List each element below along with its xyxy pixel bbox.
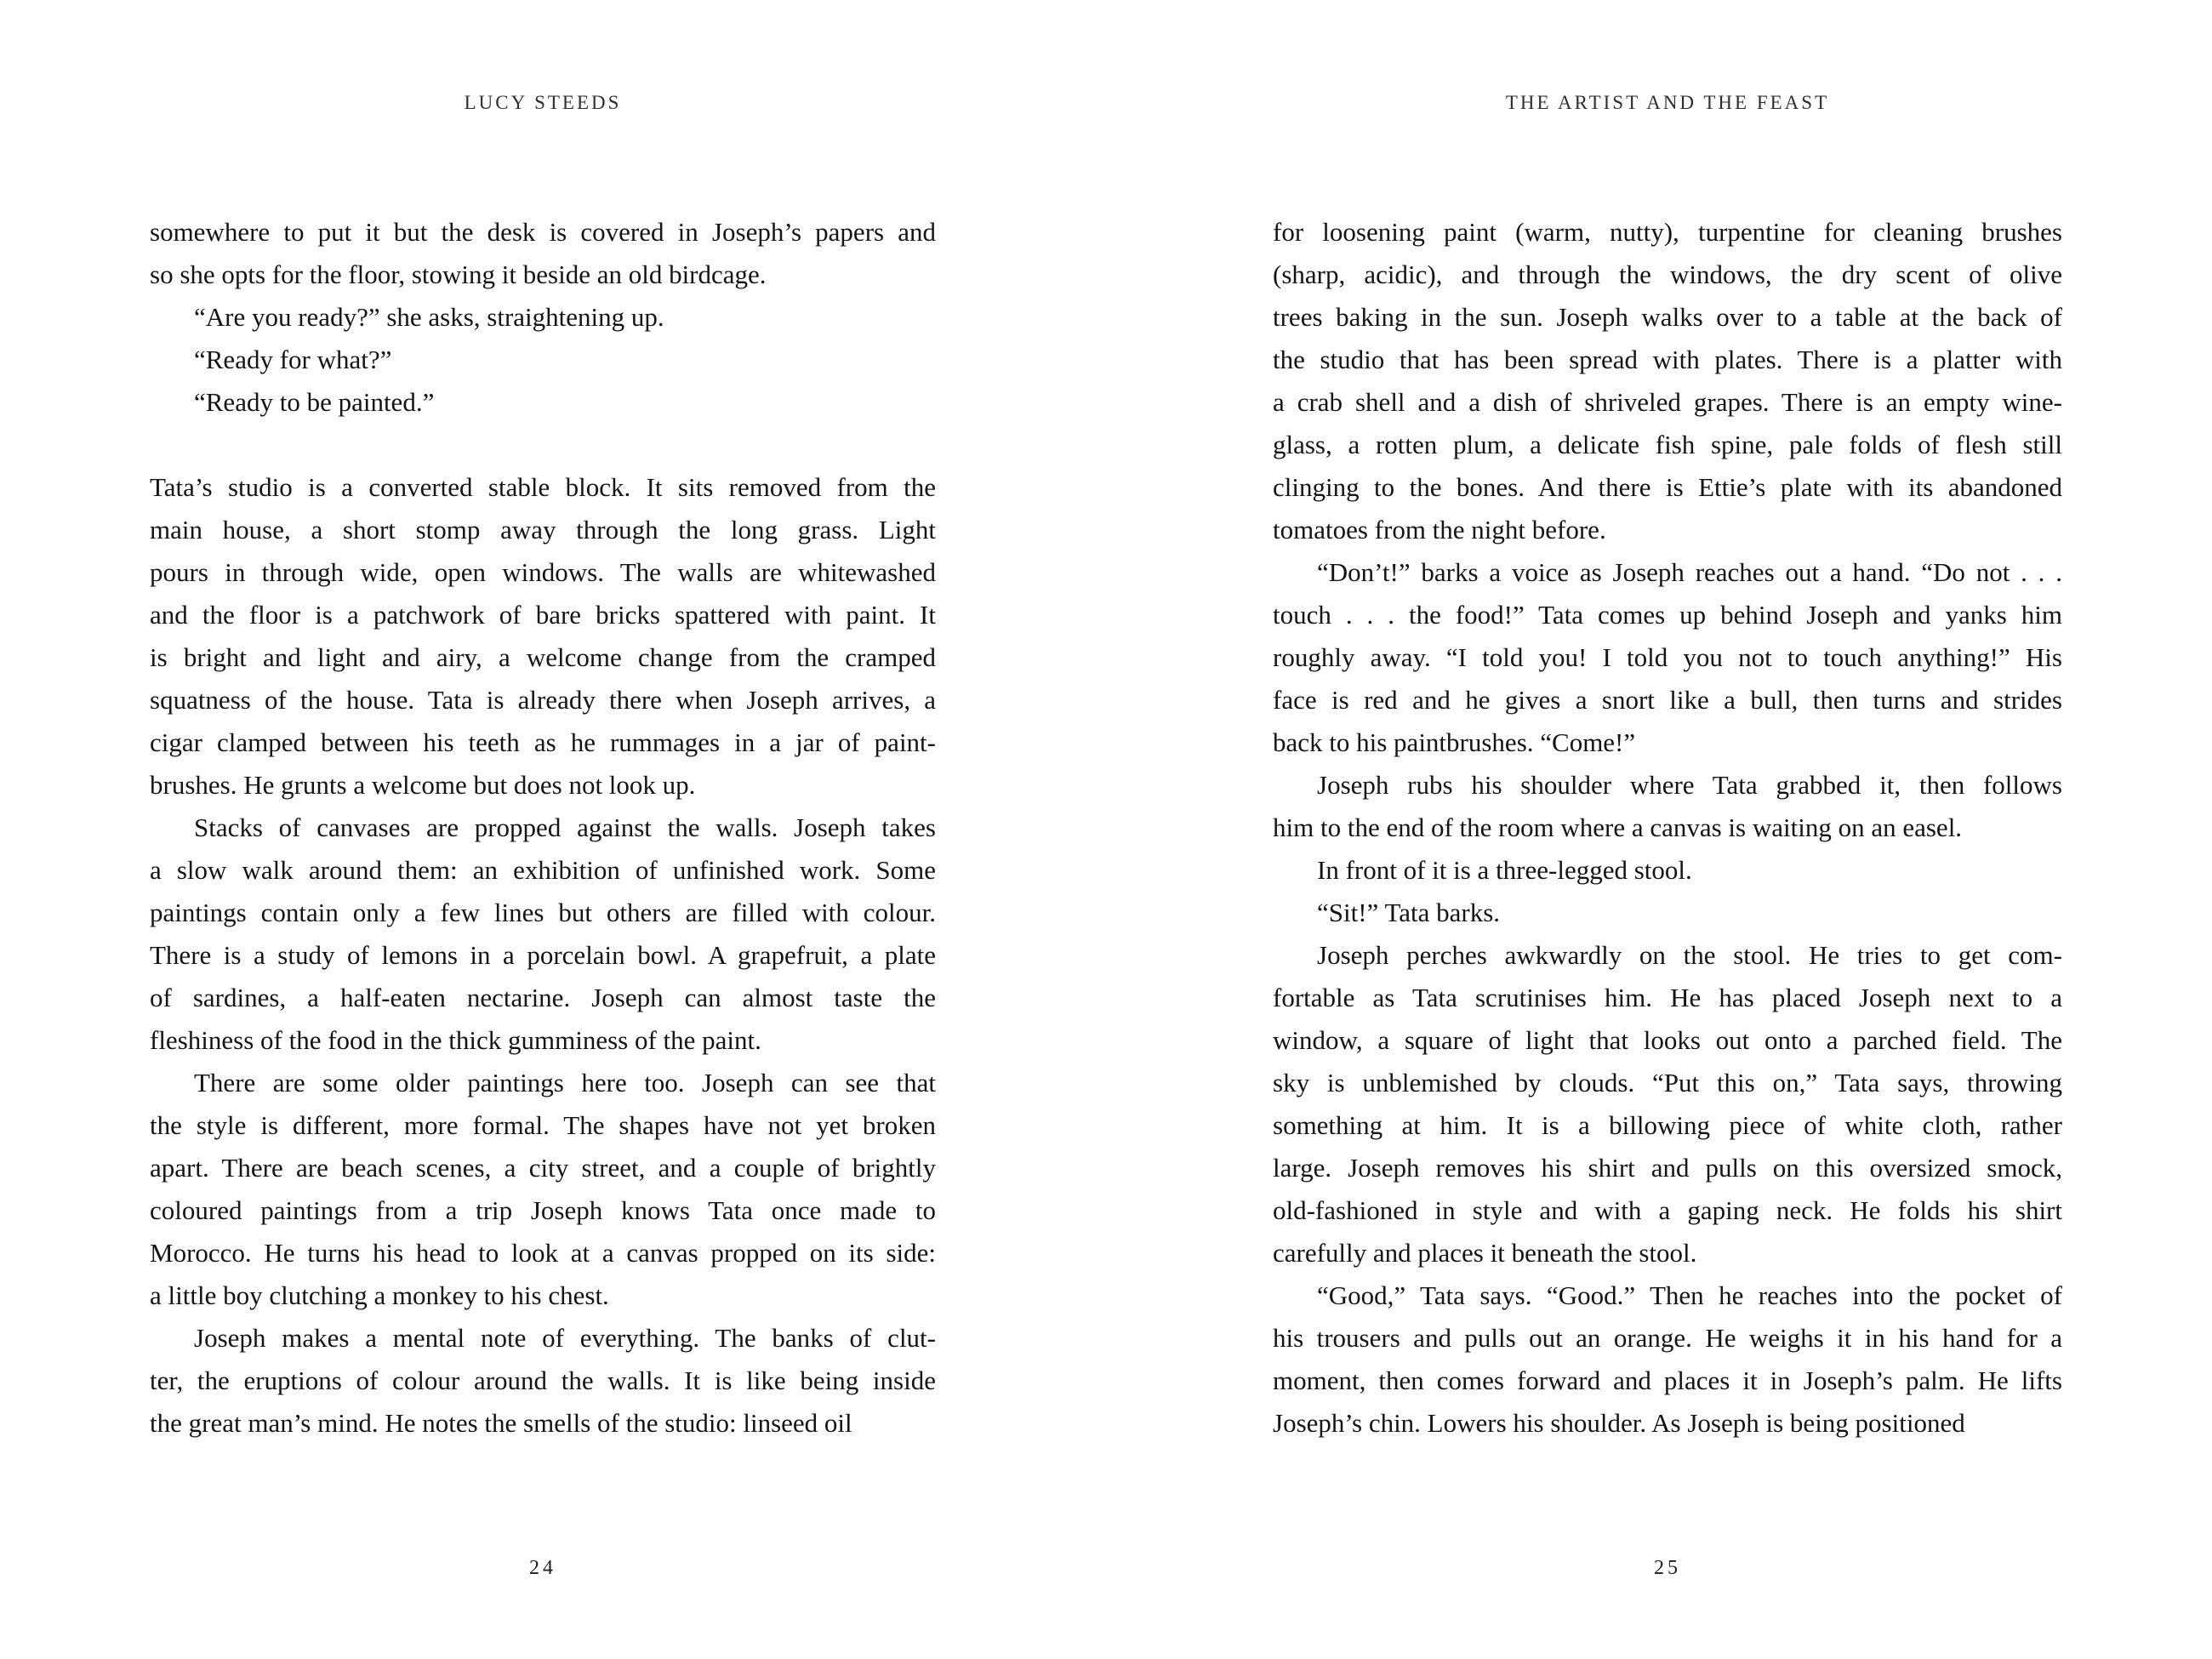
- left-page: [150, 0, 936, 1659]
- text-line: moment, then comes forward and places it in Joseph’s palm. He lifts: [1273, 1365, 2062, 1395]
- text-line: There are some older paintings here too. Joseph can see that: [194, 1068, 936, 1097]
- text-line: brushes. He grunts a welcome but does not look up.: [150, 770, 696, 800]
- text-line: main house, a short stomp away through the long grass. Light: [150, 515, 936, 544]
- text-line: sky is unblemished by clouds. “Put this on,” Tata says, throwing: [1273, 1068, 2062, 1097]
- running-header-author: LUCY STEEDS: [464, 92, 622, 113]
- text-line: Joseph perches awkwardly on the stool. He tries to get com-: [1317, 940, 2062, 970]
- text-line: “Ready to be painted.”: [194, 387, 435, 417]
- text-line: In front of it is a three-legged stool.: [1317, 855, 1692, 885]
- text-line: and the floor is a patchwork of bare bricks spattered with paint. It: [150, 600, 936, 630]
- text-line: Joseph’s chin. Lowers his shoulder. As Joseph is being positioned: [1273, 1408, 1965, 1438]
- text-line: fleshiness of the food in the thick gumminess of the paint.: [150, 1025, 761, 1055]
- text-line: Joseph rubs his shoulder where Tata grabbed it, then follows: [1317, 770, 2062, 800]
- text-line: roughly away. “I told you! I told you not to touch anything!” His: [1273, 642, 2062, 672]
- text-line: the style is different, more formal. The shapes have not yet broken: [150, 1110, 936, 1140]
- text-line: Stacks of canvases are propped against the walls. Joseph takes: [194, 812, 936, 842]
- page-number-right: 25: [1654, 1557, 1681, 1579]
- text-line: large. Joseph removes his shirt and pulls on this oversized smock,: [1273, 1153, 2062, 1183]
- text-line: tomatoes from the night before.: [1273, 515, 1606, 544]
- text-line: squatness of the house. Tata is already there when Joseph arrives, a: [150, 685, 936, 715]
- text-line: glass, a rotten plum, a delicate fish spine, pale folds of flesh still: [1273, 430, 2062, 459]
- text-line: him to the end of the room where a canvas is waiting on an easel.: [1273, 812, 1963, 842]
- text-line: cigar clamped between his teeth as he rummages in a jar of paint-: [150, 727, 936, 757]
- text-line: paintings contain only a few lines but others are filled with colour.: [150, 898, 936, 927]
- text-line: “Ready for what?”: [194, 345, 392, 374]
- text-line: a slow walk around them: an exhibition of unfinished work. Some: [150, 855, 936, 885]
- text-line: trees baking in the sun. Joseph walks over to a table at the back of: [1273, 302, 2062, 332]
- text-line: (sharp, acidic), and through the windows, the dry scent of olive: [1273, 259, 2062, 289]
- left-page-body: [150, 211, 936, 1445]
- text-line: Tata’s studio is a converted stable block. It sits removed from the: [150, 472, 936, 502]
- text-line: a little boy clutching a monkey to his chest.: [150, 1280, 609, 1310]
- text-line: somewhere to put it but the desk is covered in Joseph’s papers and: [150, 217, 936, 247]
- text-line: Morocco. He turns his head to look at a canvas propped on its side:: [150, 1238, 936, 1268]
- text-line: back to his paintbrushes. “Come!”: [1273, 727, 1636, 757]
- running-header-title: THE ARTIST AND THE FEAST: [1505, 92, 1830, 113]
- text-line: There is a study of lemons in a porcelain bowl. A grapefruit, a plate: [150, 940, 936, 970]
- text-line: window, a square of light that looks out onto a parched field. The: [1273, 1025, 2062, 1055]
- text-line: face is red and he gives a snort like a bull, then turns and strides: [1273, 685, 2062, 715]
- text-line: ter, the eruptions of colour around the walls. It is like being inside: [150, 1365, 936, 1395]
- text-line: something at him. It is a billowing piece of white cloth, rather: [1273, 1110, 2062, 1140]
- text-line: the studio that has been spread with plates. There is a platter with: [1273, 345, 2062, 374]
- text-line: clinging to the bones. And there is Ettie’s plate with its abandoned: [1273, 472, 2062, 502]
- text-line: “Sit!” Tata barks.: [1317, 898, 1501, 927]
- text-line: touch . . . the food!” Tata comes up behind Joseph and yanks him: [1273, 600, 2062, 630]
- text-line: coloured paintings from a trip Joseph knows Tata once made to: [150, 1195, 936, 1225]
- scene-break: [150, 424, 936, 466]
- text-line: the great man’s mind. He notes the smells of the studio: linseed oil: [150, 1408, 852, 1438]
- text-line: fortable as Tata scrutinises him. He has placed Joseph next to a: [1273, 983, 2062, 1012]
- right-page: [1273, 0, 2062, 1659]
- text-line: old-fashioned in style and with a gaping neck. He folds his shirt: [1273, 1195, 2062, 1225]
- text-line: so she opts for the floor, stowing it beside an old birdcage.: [150, 259, 767, 289]
- text-line: “Good,” Tata says. “Good.” Then he reaches into the pocket of: [1317, 1280, 2062, 1310]
- text-line: apart. There are beach scenes, a city street, and a couple of brightly: [150, 1153, 936, 1183]
- text-line: a crab shell and a dish of shriveled grapes. There is an empty wine-: [1273, 387, 2062, 417]
- text-line: his trousers and pulls out an orange. He weighs it in his hand for a: [1273, 1323, 2062, 1353]
- page-number-left: 24: [529, 1557, 556, 1579]
- right-page-body: [1273, 211, 2062, 1445]
- text-line: Joseph makes a mental note of everything. The banks of clut-: [194, 1323, 936, 1353]
- text-line: carefully and places it beneath the stool.: [1273, 1238, 1697, 1268]
- text-line: of sardines, a half-eaten nectarine. Joseph can almost taste the: [150, 983, 936, 1012]
- text-line: “Don’t!” barks a voice as Joseph reaches out a hand. “Do not . . .: [1317, 557, 2062, 587]
- text-line: “Are you ready?” she asks, straightening up.: [194, 302, 664, 332]
- text-line: for loosening paint (warm, nutty), turpentine for cleaning brushes: [1273, 217, 2062, 247]
- text-line: pours in through wide, open windows. The walls are whitewashed: [150, 557, 936, 587]
- text-line: is bright and light and airy, a welcome change from the cramped: [150, 642, 936, 672]
